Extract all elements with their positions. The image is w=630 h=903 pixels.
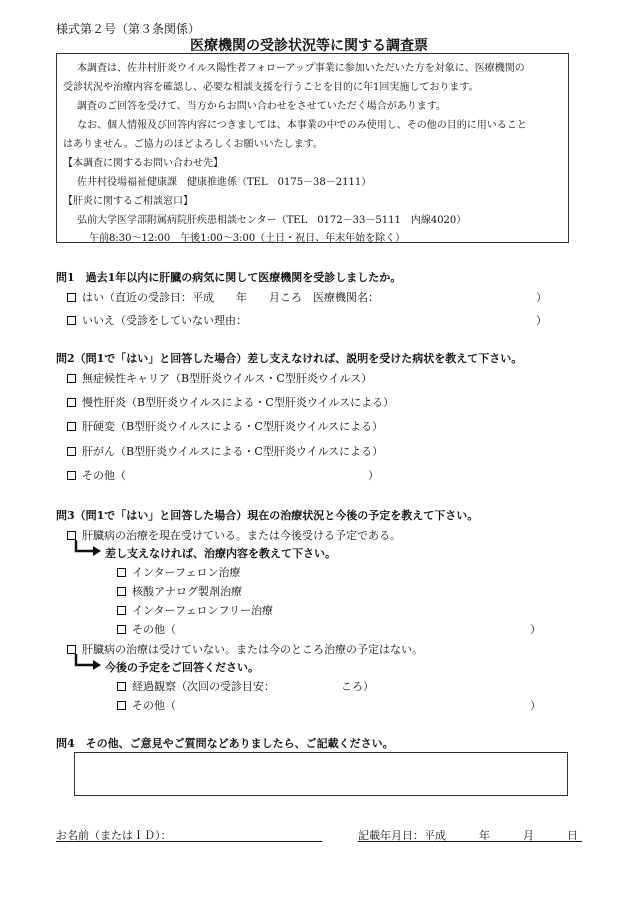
q2-other-close: ） bbox=[368, 469, 379, 482]
q2-option[interactable] bbox=[67, 394, 394, 410]
q2-option[interactable] bbox=[67, 443, 383, 459]
q3-plan-option[interactable] bbox=[117, 678, 275, 694]
q3-plan-other-close: ） bbox=[530, 699, 541, 712]
q4-question: 問4 その他、ご意見やご質問などありましたら、ご記載ください。 bbox=[56, 737, 394, 750]
consult-detail: 弘前大学医学部附属病院肝疾患相談センター（TEL 0172－33－5111 内線4020） bbox=[77, 215, 467, 226]
form-number: 様式第２号（第３条関係） bbox=[56, 22, 201, 36]
q3-treatment-other[interactable] bbox=[117, 621, 176, 637]
name-underline[interactable] bbox=[56, 841, 322, 842]
q3-treating-checkbox[interactable] bbox=[67, 531, 76, 540]
q2-option-label: その他（ bbox=[82, 469, 126, 482]
q2-option-label: 肝がん（B型肝炎ウイルスによる・C型肝炎ウイルスによる） bbox=[82, 445, 384, 458]
q2-checkbox[interactable] bbox=[67, 398, 76, 407]
intro-line-3: 調査のご回答を受けて、当方からお問い合わせをさせていただく場合があります。 bbox=[77, 101, 446, 112]
q3-plan-label: その他（ bbox=[132, 699, 176, 712]
q3-plan-checkbox[interactable] bbox=[117, 682, 126, 691]
consult-heading: 【肝炎に関するご相談窓口】 bbox=[63, 196, 193, 207]
intro-line-1: 本調査は、佐井村肝炎ウイルス陽性者フォローアップ事業に参加いただいた方を対象に、医療機関の bbox=[77, 63, 525, 74]
q1-no-checkbox[interactable] bbox=[67, 316, 76, 325]
page-title: 医療機関の受診状況等に関する調査票 bbox=[190, 38, 428, 54]
q3-treatment-label: インターフェロン治療 bbox=[132, 566, 241, 579]
q3-treating-prompt: 差し支えなければ、治療内容を教えて下さい。 bbox=[105, 547, 336, 560]
q3-treatment-option[interactable] bbox=[117, 564, 240, 580]
q1-yes-option[interactable] bbox=[67, 289, 379, 305]
q1-question: 問1 過去1年以内に肝臓の病気に関して医療機関を受診しましたか。 bbox=[56, 271, 402, 284]
q1-no-close: ） bbox=[536, 314, 547, 327]
q3-treatment-checkbox[interactable] bbox=[117, 587, 126, 596]
q3-treatment-checkbox[interactable] bbox=[117, 568, 126, 577]
date-underline[interactable] bbox=[358, 841, 582, 842]
q2-checkbox[interactable] bbox=[67, 422, 76, 431]
q1-no-option[interactable] bbox=[67, 312, 247, 328]
q3-treating-option[interactable] bbox=[67, 527, 401, 543]
q1-yes-checkbox[interactable] bbox=[67, 293, 76, 302]
q3-treatment-option[interactable] bbox=[117, 602, 273, 618]
q3-treating-label: 肝臓病の治療を現在受けている。または今後受ける予定である。 bbox=[82, 529, 401, 542]
consult-hours: 午前8:30～12:00 午後1:00～3:00（土日・祝日、年末年始を除く） bbox=[89, 233, 406, 244]
q3-plan-label: 経過観察（次回の受診目安： bbox=[132, 680, 275, 693]
date-label: 記載年月日：平成 年 月 日 bbox=[358, 829, 578, 842]
q3-not-treating-option[interactable] bbox=[67, 641, 423, 657]
intro-line-4: なお、個人情報及び回答内容につきましては、本事業の中でのみ使用し、その他の目的に用いること bbox=[77, 120, 527, 131]
q3-treatment-label: その他（ bbox=[132, 623, 176, 636]
q3-treatment-other-close: ） bbox=[530, 623, 541, 636]
contact-detail: 佐井村役場福祉健康課 健康推進係（TEL 0175－38－2111） bbox=[77, 177, 372, 188]
q3-not-treating-label: 肝臓病の治療は受けていない。または今のところ治療の予定はない。 bbox=[82, 643, 423, 656]
q3-plan-followup-close: ころ） bbox=[341, 680, 374, 693]
q3-treatment-checkbox[interactable] bbox=[117, 625, 126, 634]
q2-checkbox[interactable] bbox=[67, 447, 76, 456]
q3-treatment-checkbox[interactable] bbox=[117, 606, 126, 615]
intro-line-5: はありません。ご協力のほどよろしくお願いいたします。 bbox=[63, 139, 323, 150]
intro-line-2: 受診状況や治療内容を確認し、必要な相談支援を行うことを目的に年1回実施しております。 bbox=[63, 82, 479, 93]
q3-treatment-label: 核酸アナログ製剤治療 bbox=[132, 585, 242, 598]
comment-box[interactable] bbox=[74, 752, 568, 796]
q2-question: 問2（問1で「はい」と回答した場合）差し支えなければ、説明を受けた病状を教えて下さい。 bbox=[56, 352, 523, 365]
q1-no-label: いいえ（受診をしていない理由： bbox=[82, 314, 247, 327]
q2-option-label: 肝硬変（B型肝炎ウイルスによる・C型肝炎ウイルスによる） bbox=[82, 420, 384, 433]
q2-option-label: 無症候性キャリア（B型肝炎ウイルス・C型肝炎ウイルス） bbox=[82, 372, 373, 385]
q2-option-other[interactable] bbox=[67, 467, 126, 483]
q1-yes-close: ） bbox=[536, 291, 547, 304]
q2-checkbox[interactable] bbox=[67, 471, 76, 480]
q2-option[interactable] bbox=[67, 370, 372, 386]
q3-not-treating-checkbox[interactable] bbox=[67, 645, 76, 654]
q3-plan-other[interactable] bbox=[117, 697, 176, 713]
q2-checkbox[interactable] bbox=[67, 374, 76, 383]
contact-heading: 【本調査に関するお問い合わせ先】 bbox=[63, 158, 223, 169]
q2-option-label: 慢性肝炎（B型肝炎ウイルスによる・C型肝炎ウイルスによる） bbox=[82, 396, 395, 409]
arrow-icon bbox=[74, 540, 104, 556]
q3-question: 問3（問1で「はい」と回答した場合）現在の治療状況と今後の予定を教えて下さい。 bbox=[56, 509, 479, 522]
q3-plan-prompt: 今後の予定をご回答ください。 bbox=[105, 661, 259, 674]
q3-plan-checkbox[interactable] bbox=[117, 701, 126, 710]
q3-treatment-option[interactable] bbox=[117, 583, 242, 599]
q1-yes-label: はい（直近の受診日：平成 年 月ころ 医療機関名： bbox=[82, 291, 379, 304]
q3-treatment-label: インターフェロンフリー治療 bbox=[132, 604, 274, 617]
arrow-icon bbox=[74, 654, 104, 670]
name-label: お名前（またはＩＤ）： bbox=[56, 829, 172, 842]
q2-option[interactable] bbox=[67, 418, 383, 434]
